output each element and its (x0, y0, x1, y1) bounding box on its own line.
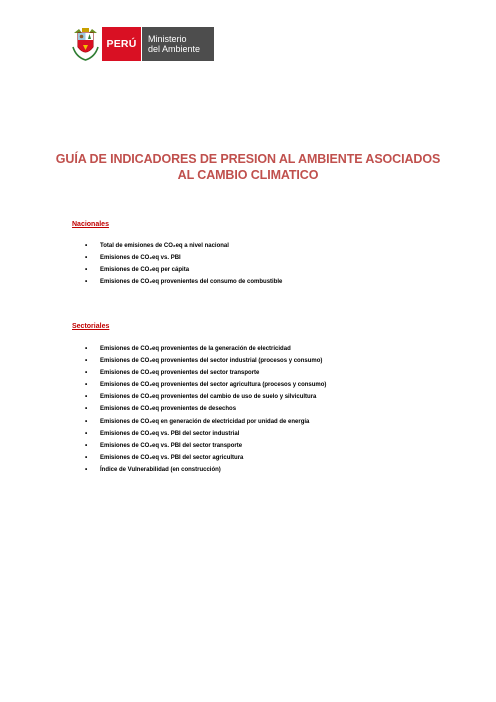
list-item: • Emisiones de CO₂eq provenientes del consumo de combustible (85, 276, 282, 288)
list-nacionales (85, 240, 282, 288)
heading-nacionales: Nacionales (72, 221, 109, 228)
list-item: • Emisiones de CO₂eq provenientes del cambio de uso de suelo y silvicultura (85, 391, 326, 403)
ministry-label (141, 27, 214, 61)
list-item: • Emisiones de CO₂eq vs. PBI (85, 252, 282, 264)
list-item: • Emisiones de CO₂eq vs. PBI del sector agricultura (85, 452, 326, 464)
coat-of-arms-icon (72, 27, 99, 61)
list-item: • Emisiones de CO₂eq per cápita (85, 264, 282, 276)
document-title (40, 151, 456, 183)
heading-sectoriales: Sectoriales (72, 323, 110, 330)
list-item: • Índice de Vulnerabilidad (en construcción) (85, 464, 326, 476)
peru-label: PERÚ (102, 27, 141, 61)
ministry-line1: Ministerio (148, 34, 187, 44)
list-item: • Emisiones de CO₂eq provenientes del sector industrial (procesos y consumo) (85, 355, 326, 367)
title-line-1: GUÍA DE INDICADORES DE PRESION AL AMBIENTE ASOCIADOS (55, 152, 441, 166)
list-item: • Emisiones de CO₂eq vs. PBI del sector industrial (85, 428, 326, 440)
list-item: • Emisiones de CO₂eq provenientes del sector transporte (85, 367, 326, 379)
list-item: • Emisiones de CO₂eq provenientes del sector agricultura (procesos y consumo) (85, 379, 326, 391)
ministry-line2: del Ambiente (148, 44, 201, 54)
list-item: • Emisiones de CO₂eq provenientes de desechos (85, 403, 326, 415)
list-item: • Emisiones de CO₂eq en generación de electricidad por unidad de energía (85, 416, 326, 428)
title-line-2: AL CAMBIO CLIMATICO (177, 168, 319, 182)
list-item: • Emisiones de CO₂eq vs. PBI del sector transporte (85, 440, 326, 452)
list-sectoriales (85, 343, 326, 476)
list-item: • Emisiones de CO₂eq provenientes de la generación de electricidad (85, 343, 326, 355)
list-item: • Total de emisiones de CO₂eq a nivel nacional (85, 240, 282, 252)
ministry-logo (72, 27, 214, 61)
